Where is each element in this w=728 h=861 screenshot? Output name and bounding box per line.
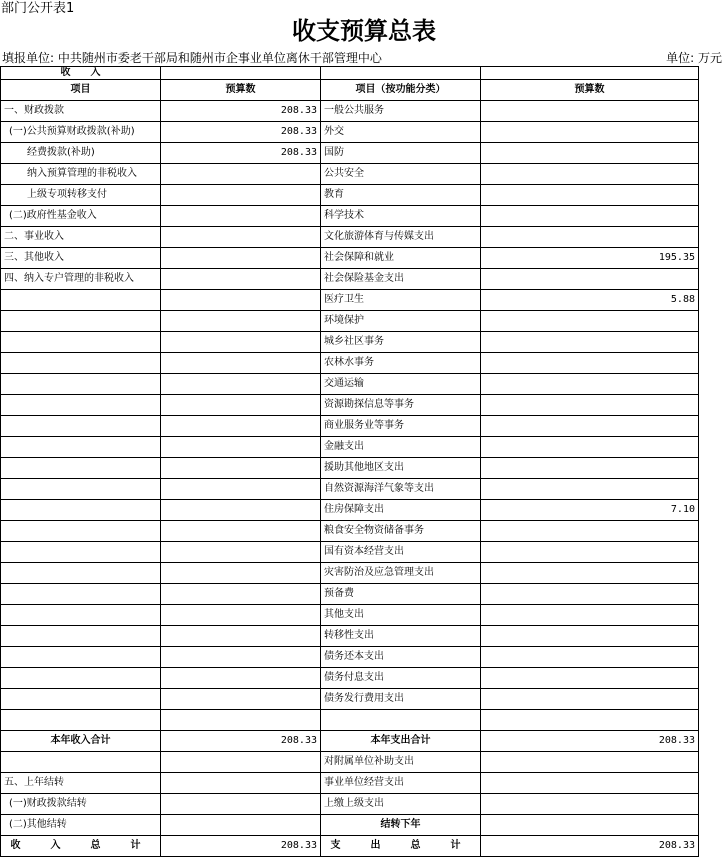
- income-item: [1, 626, 161, 647]
- income-amount: 208.33: [161, 143, 321, 164]
- expense-amount: [481, 458, 699, 479]
- expense-amount: [481, 626, 699, 647]
- table-row: [1, 458, 699, 479]
- blank-cell: [321, 67, 481, 80]
- expense-amount: [481, 542, 699, 563]
- expense-amount: [481, 605, 699, 626]
- table-row: [1, 521, 699, 542]
- expense-amount: [481, 206, 699, 227]
- expense-item: 债务付息支出: [321, 668, 481, 689]
- expense-item: 资源勘探信息等事务: [321, 395, 481, 416]
- blank-cell: [481, 67, 699, 80]
- income-amount: [161, 311, 321, 332]
- table-row: [1, 395, 699, 416]
- income-item: (一)公共预算财政拨款(补助): [1, 122, 161, 143]
- income-item: [1, 479, 161, 500]
- income-item: [1, 500, 161, 521]
- expense-amount: [481, 332, 699, 353]
- table-row: [1, 647, 699, 668]
- expense-item: 文化旅游体育与传媒支出: [321, 227, 481, 248]
- income-item: 上级专项转移支付: [1, 185, 161, 206]
- expense-amount: [481, 563, 699, 584]
- income-amount: [161, 332, 321, 353]
- expense-item: 公共安全: [321, 164, 481, 185]
- income-amount: [161, 290, 321, 311]
- expense-item: 转移性支出: [321, 626, 481, 647]
- grand-expense-value: 208.33: [481, 836, 699, 857]
- income-item: (二)其他结转: [1, 815, 161, 836]
- table-row: [1, 563, 699, 584]
- income-amount: [161, 626, 321, 647]
- income-item: [1, 521, 161, 542]
- income-amount: [161, 521, 321, 542]
- table-row: [1, 500, 699, 521]
- expense-item: [321, 710, 481, 731]
- income-amount: [161, 206, 321, 227]
- expense-amount: [481, 815, 699, 836]
- income-amount: [161, 437, 321, 458]
- expense-item: 灾害防治及应急管理支出: [321, 563, 481, 584]
- expense-item: 其他支出: [321, 605, 481, 626]
- expense-amount: [481, 752, 699, 773]
- grand-expense-label: 支 出 总 计: [321, 836, 481, 857]
- income-amount: [161, 500, 321, 521]
- grand-income-label: 收 入 总 计: [1, 836, 161, 857]
- grand-total-row: [1, 836, 699, 857]
- expense-item: 社会保险基金支出: [321, 269, 481, 290]
- expense-amount: [481, 227, 699, 248]
- income-amount: 208.33: [161, 101, 321, 122]
- table-row: [1, 584, 699, 605]
- income-amount: [161, 248, 321, 269]
- income-amount: [161, 458, 321, 479]
- budget-table: [0, 66, 699, 857]
- income-item: [1, 647, 161, 668]
- income-amount: [161, 374, 321, 395]
- expense-total-label: 本年支出合计: [321, 731, 481, 752]
- column-header-item-func: 项目（按功能分类）: [321, 80, 481, 101]
- expense-amount: 195.35: [481, 248, 699, 269]
- income-item: 三、其他收入: [1, 248, 161, 269]
- income-amount: [161, 647, 321, 668]
- expense-amount: [481, 584, 699, 605]
- expense-total-value: 208.33: [481, 731, 699, 752]
- income-item: [1, 437, 161, 458]
- column-header-row: [1, 80, 699, 101]
- expense-item: 外交: [321, 122, 481, 143]
- expense-amount: [481, 479, 699, 500]
- expense-item: 自然资源海洋气象等支出: [321, 479, 481, 500]
- expense-item: 农林水事务: [321, 353, 481, 374]
- expense-amount: 7.10: [481, 500, 699, 521]
- income-item: [1, 605, 161, 626]
- column-header-budget: 预算数: [161, 80, 321, 101]
- unit-label: 单位: 万元: [666, 51, 722, 65]
- table-row: [1, 185, 699, 206]
- table-row: [1, 752, 699, 773]
- income-item: [1, 311, 161, 332]
- blank-cell: [161, 67, 321, 80]
- table-row: [1, 794, 699, 815]
- column-header-budget-2: 预算数: [481, 80, 699, 101]
- expense-item: 粮食安全物资储备事务: [321, 521, 481, 542]
- expense-amount: [481, 521, 699, 542]
- expense-amount: [481, 353, 699, 374]
- expense-amount: [481, 794, 699, 815]
- table-row: [1, 206, 699, 227]
- page-title: 收支预算总表: [292, 16, 436, 45]
- income-amount: [161, 752, 321, 773]
- grand-income-value: 208.33: [161, 836, 321, 857]
- income-item: [1, 710, 161, 731]
- table-row: [1, 164, 699, 185]
- expense-amount: [481, 164, 699, 185]
- expense-amount: [481, 143, 699, 164]
- totals-row: [1, 731, 699, 752]
- table-row: [1, 227, 699, 248]
- table-row: [1, 269, 699, 290]
- table-row: [1, 689, 699, 710]
- org-unit-row: [0, 50, 726, 66]
- expense-amount: [481, 773, 699, 794]
- table-row: [1, 332, 699, 353]
- income-total-label: 本年收入合计: [1, 731, 161, 752]
- table-row: [1, 122, 699, 143]
- expense-item: 事业单位经营支出: [321, 773, 481, 794]
- income-amount: [161, 563, 321, 584]
- expense-item: 国有资本经营支出: [321, 542, 481, 563]
- income-item: [1, 689, 161, 710]
- income-amount: [161, 479, 321, 500]
- expense-amount: [481, 416, 699, 437]
- expense-amount: [481, 311, 699, 332]
- expense-item: 住房保障支出: [321, 500, 481, 521]
- expense-amount: [481, 668, 699, 689]
- expense-amount: [481, 395, 699, 416]
- expense-item: 交通运输: [321, 374, 481, 395]
- expense-amount: [481, 689, 699, 710]
- table-row: [1, 479, 699, 500]
- income-item: [1, 290, 161, 311]
- expense-amount: [481, 437, 699, 458]
- income-amount: [161, 710, 321, 731]
- income-amount: [161, 773, 321, 794]
- table-row: [1, 668, 699, 689]
- income-item: [1, 416, 161, 437]
- expense-item: 商业服务业等事务: [321, 416, 481, 437]
- income-item: [1, 353, 161, 374]
- table-row: [1, 101, 699, 122]
- expense-item: 国防: [321, 143, 481, 164]
- expense-amount: [481, 122, 699, 143]
- expense-item: 债务还本支出: [321, 647, 481, 668]
- income-item: [1, 542, 161, 563]
- income-item: [1, 395, 161, 416]
- income-amount: [161, 395, 321, 416]
- expense-item: 援助其他地区支出: [321, 458, 481, 479]
- expense-item: 结转下年: [321, 815, 481, 836]
- income-item: 纳入预算管理的非税收入: [1, 164, 161, 185]
- table-row: [1, 773, 699, 794]
- income-item: (一)财政拨款结转: [1, 794, 161, 815]
- income-amount: [161, 416, 321, 437]
- reporting-org: 填报单位: 中共随州市委老干部局和随州市企事业单位离休干部管理中心: [2, 51, 382, 65]
- expense-item: 一般公共服务: [321, 101, 481, 122]
- table-row: [1, 437, 699, 458]
- income-amount: 208.33: [161, 122, 321, 143]
- table-row: [1, 143, 699, 164]
- table-row: [1, 353, 699, 374]
- expense-amount: [481, 269, 699, 290]
- income-item: [1, 668, 161, 689]
- expense-amount: [481, 101, 699, 122]
- income-amount: [161, 542, 321, 563]
- income-item: [1, 752, 161, 773]
- income-item: [1, 374, 161, 395]
- income-item: [1, 563, 161, 584]
- table-row: [1, 605, 699, 626]
- income-amount: [161, 689, 321, 710]
- expense-item: 环境保护: [321, 311, 481, 332]
- table-row: [1, 290, 699, 311]
- income-amount: [161, 794, 321, 815]
- column-header-item: 项目: [1, 80, 161, 101]
- expense-item: 城乡社区事务: [321, 332, 481, 353]
- expense-amount: 5.88: [481, 290, 699, 311]
- expense-item: 上缴上级支出: [321, 794, 481, 815]
- expense-amount: [481, 710, 699, 731]
- income-item: 四、纳入专户管理的非税收入: [1, 269, 161, 290]
- income-item: 五、上年结转: [1, 773, 161, 794]
- income-amount: [161, 815, 321, 836]
- income-amount: [161, 164, 321, 185]
- income-amount: [161, 584, 321, 605]
- expense-item: 社会保障和就业: [321, 248, 481, 269]
- expense-item: 预备费: [321, 584, 481, 605]
- section-header-row: [1, 67, 699, 80]
- expense-amount: [481, 647, 699, 668]
- table-row: [1, 416, 699, 437]
- income-amount: [161, 605, 321, 626]
- expense-amount: [481, 185, 699, 206]
- table-row: [1, 815, 699, 836]
- income-item: (二)政府性基金收入: [1, 206, 161, 227]
- income-amount: [161, 353, 321, 374]
- table-row: [1, 710, 699, 731]
- income-item: [1, 458, 161, 479]
- expense-item: 医疗卫生: [321, 290, 481, 311]
- income-total-value: 208.33: [161, 731, 321, 752]
- income-item: 一、财政拨款: [1, 101, 161, 122]
- expense-item: 债务发行费用支出: [321, 689, 481, 710]
- expense-item: 科学技术: [321, 206, 481, 227]
- income-amount: [161, 185, 321, 206]
- expense-item: 金融支出: [321, 437, 481, 458]
- income-item: [1, 584, 161, 605]
- income-item: [1, 332, 161, 353]
- expense-item: 对附属单位补助支出: [321, 752, 481, 773]
- document-label: 部门公开表1: [1, 1, 75, 16]
- table-row: [1, 626, 699, 647]
- table-row: [1, 248, 699, 269]
- income-amount: [161, 668, 321, 689]
- income-section-header: 收 入: [1, 67, 161, 80]
- table-row: [1, 374, 699, 395]
- income-item: 经费拨款(补助): [1, 143, 161, 164]
- expense-amount: [481, 374, 699, 395]
- table-row: [1, 311, 699, 332]
- income-amount: [161, 269, 321, 290]
- expense-item: 教育: [321, 185, 481, 206]
- table-row: [1, 542, 699, 563]
- income-item: 二、事业收入: [1, 227, 161, 248]
- income-amount: [161, 227, 321, 248]
